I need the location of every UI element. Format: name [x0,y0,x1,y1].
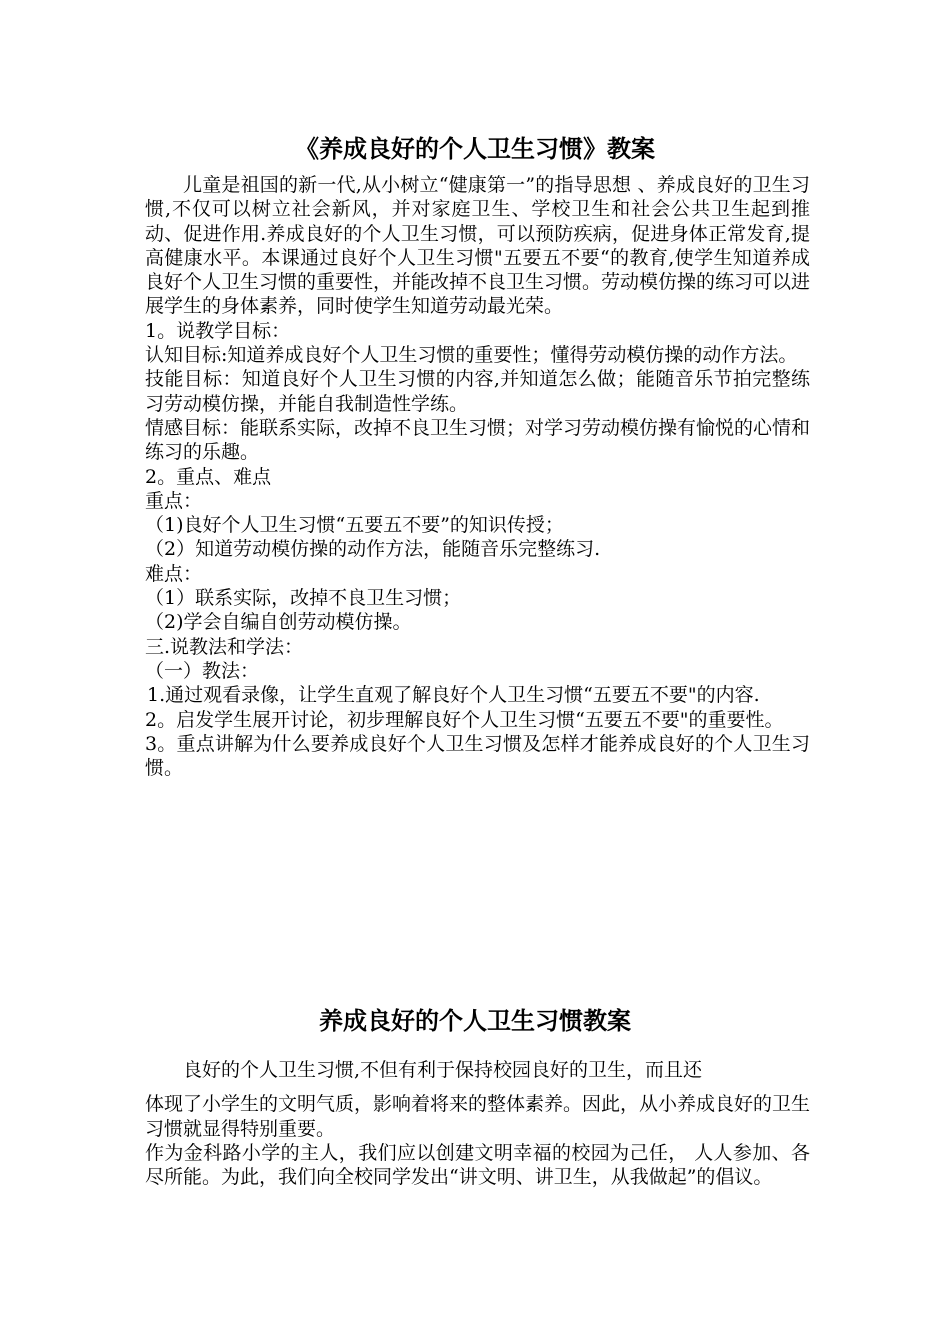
doc1-key-points-label: 重点： [145,489,203,512]
doc1-title: 《养成良好的个人卫生习惯》教案 [295,134,655,163]
doc1-cognitive-goal: 认知目标:知道养成良好个人卫生习惯的重要性；懂得劳动模仿操的动作方法。 [145,344,798,367]
doc1-section-methods: 三.说教法和学法： [145,635,304,658]
doc1-difficulties-label: 难点： [145,562,203,585]
doc1-method-2: 2。启发学生展开讨论，初步理解良好个人卫生习惯“五要五不要"的重要性。 [145,708,784,731]
doc1-skill-goal: 技能目标：知道良好个人卫生习惯的内容,并知道怎么做；能随音乐节拍完整练习劳动模仿操，并能自我制造性学练。 [145,368,810,415]
doc1-key-point-2: （2）知道劳动模仿操的动作方法，能随音乐完整练习. [145,538,601,561]
doc2-body [145,1058,810,1189]
doc1-body [145,173,810,780]
doc2-title: 养成良好的个人卫生习惯教案 [319,1006,631,1035]
doc1-teaching-methods-label: （一）教法： [145,659,260,682]
doc2-intro-line: 良好的个人卫生习惯,不但有利于保持校园良好的卫生，而且还 [183,1059,703,1081]
doc1-emotional-goal: 情感目标：能联系实际，改掉不良卫生习惯；对学习劳动模仿操有愉悦的心情和练习的乐趣。 [145,416,811,464]
doc1-intro-paragraph: 儿童是祖国的新一代,从小树立“健康第一”的指导思想 、养成良好的卫生习惯,不仅可以树立社会新风，并对家庭卫生、学校卫生和社会公共卫生起到推动、促进作用.养成良好的个人卫生习惯，可以预防疾病，促进身体正常发育,提高健康水平。本课通过良好个人卫生习惯"五要五不要“的教育,使学生知道养成良好个人卫生习惯的重要性，并能改掉不良卫生习惯。劳动模仿操的练习可以进展学生的身体素养，同时使学生知道劳动最光荣。 [145,174,811,318]
doc1-section-key-points: 2。重点、难点 [145,465,272,488]
doc2-paragraph-1: 体现了小学生的文明气质，影响着将来的整体素养。因此，从小养成良好的卫生习惯就显得特别重要。 [145,1093,811,1140]
doc1-method-3: 3。重点讲解为什么要养成良好个人卫生习惯及怎样才能养成良好的个人卫生习惯。 [145,732,810,780]
doc1-key-point-1: （1)良好个人卫生习惯“五要五不要”的知识传授； [145,514,564,537]
doc1-method-1: 1.通过观看录像，让学生直观了解良好个人卫生习惯“五要五不要"的内容. [147,684,760,707]
doc1-difficulty-2: （2)学会自编自创劳动模仿操。 [145,611,412,634]
doc1-section-objectives: 1。说教学目标： [145,319,291,342]
doc1-difficulty-1: （1）联系实际，改掉不良卫生习惯； [145,587,462,610]
doc2-paragraph-2: 作为金科路小学的主人，我们应以创建文明幸福的校园为己任， 人人参加、各尽所能。为此，我们向全校同学发出“讲文明、讲卫生，从我做起”的倡议。 [145,1141,810,1189]
